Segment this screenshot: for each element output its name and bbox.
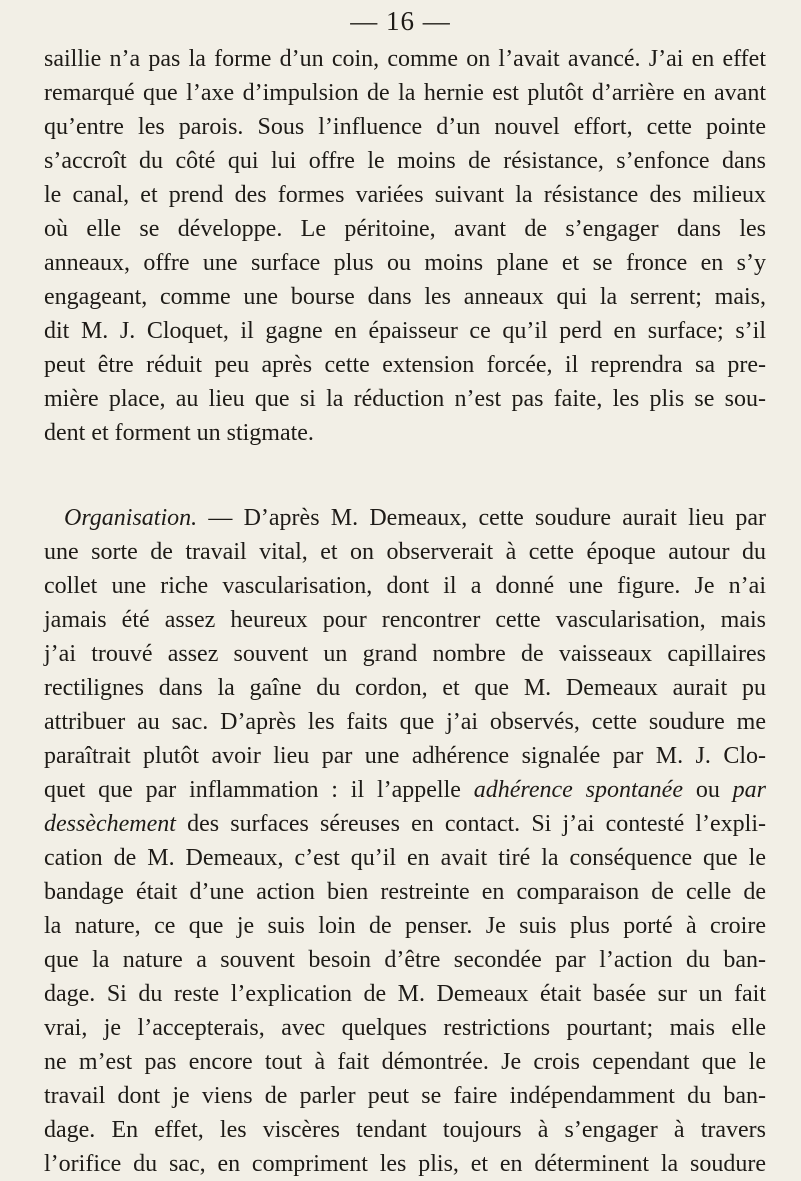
text-line: dent et forment un stigmate. — [44, 420, 314, 446]
text-line: cation de M. Demeaux, c’est qu’il en avait tiré la conséquence que le — [44, 845, 766, 871]
paragraph-organisation — [44, 501, 766, 1181]
page-number: — 16 — — [350, 6, 451, 36]
text-line: rectilignes dans la gaîne du cordon, et que M. Demeaux aurait pu — [44, 675, 766, 701]
paragraph-hernia-shape — [44, 42, 766, 450]
text-run: quet que par inflammation : il l’appelle — [44, 777, 474, 803]
text-line: paraîtrait plutôt avoir lieu par une adhérence signalée par M. J. Clo- — [44, 743, 766, 769]
text-line: mière place, au lieu que si la réduction n’est pas faite, les plis se sou- — [44, 386, 766, 412]
text-line: dage. Si du reste l’explication de M. Demeaux était basée sur un fait — [44, 981, 766, 1007]
text-run: des surfaces séreuses en contact. Si j’ai contesté l’expli- — [175, 811, 766, 837]
paragraph-gap — [44, 450, 766, 501]
text-line: qu’entre les parois. Sous l’influence d’un nouvel effort, cette pointe — [44, 114, 766, 140]
text-line: collet une riche vascularisation, dont il a donné une figure. Je n’ai — [44, 573, 766, 599]
italic-term-adherence: adhérence spontanée — [473, 777, 683, 803]
text-line: dit M. J. Cloquet, il gagne en épaisseur ce qu’il perd en surface; s’il — [44, 318, 766, 344]
text-run: — D’après M. Demeaux, cette soudure aurait lieu par — [197, 505, 766, 531]
text-line: que la nature a souvent besoin d’être secondée par l’action du ban- — [44, 947, 766, 973]
text-line: bandage était d’une action bien restreinte en comparaison de celle de — [44, 879, 766, 905]
text-line: une sorte de travail vital, et on observerait à cette époque autour du — [44, 539, 766, 565]
text-line: saillie n’a pas la forme d’un coin, comme on l’avait avancé. J’ai en effet — [44, 46, 766, 72]
text-line: anneaux, offre une surface plus ou moins plane et se fronce en s’y — [44, 250, 766, 276]
text-line: ne m’est pas encore tout à fait démontrée. Je crois cependant que le — [44, 1049, 766, 1075]
section-heading-organisation: Organisation. — [64, 505, 198, 531]
text-line — [44, 807, 766, 841]
italic-term-dessechement: dessèchement — [44, 811, 176, 837]
text-line: jamais été assez heureux pour rencontrer cette vascularisation, mais — [44, 607, 766, 633]
text-line: dage. En effet, les viscères tendant toujours à s’engager à travers — [44, 1117, 766, 1143]
text-line: où elle se développe. Le péritoine, avant de s’engager dans les — [44, 216, 766, 242]
text-line: vrai, je l’accepterais, avec quelques restrictions pourtant; mais elle — [44, 1015, 766, 1041]
text-line: travail dont je viens de parler peut se faire indépendamment du ban- — [44, 1083, 766, 1109]
text-line: s’accroît du côté qui lui offre le moins de résistance, s’enfonce dans — [44, 148, 766, 174]
text-line: peut être réduit peu après cette extension forcée, il reprendra sa pre- — [44, 352, 766, 378]
text-line: engageant, comme une bourse dans les anneaux qui la serrent; mais, — [44, 284, 766, 310]
text-line: l’orifice du sac, en compriment les plis, et en déterminent la soudure — [44, 1151, 766, 1177]
text-line — [44, 501, 766, 535]
text-line: le canal, et prend des formes variées suivant la résistance des milieux — [44, 182, 766, 208]
text-line — [44, 773, 766, 807]
italic-term-par: par — [732, 777, 767, 803]
text-line: j’ai trouvé assez souvent un grand nombre de vaisseaux capillaires — [44, 641, 766, 667]
text-line: remarqué que l’axe d’impulsion de la hernie est plutôt d’arrière en avant — [44, 80, 766, 106]
text-run: ou — [682, 777, 733, 803]
text-line: la nature, ce que je suis loin de penser. Je suis plus porté à croire — [44, 913, 766, 939]
body-text — [44, 42, 766, 1181]
text-line: attribuer au sac. D’après les faits que j’ai observés, cette soudure me — [44, 709, 766, 735]
